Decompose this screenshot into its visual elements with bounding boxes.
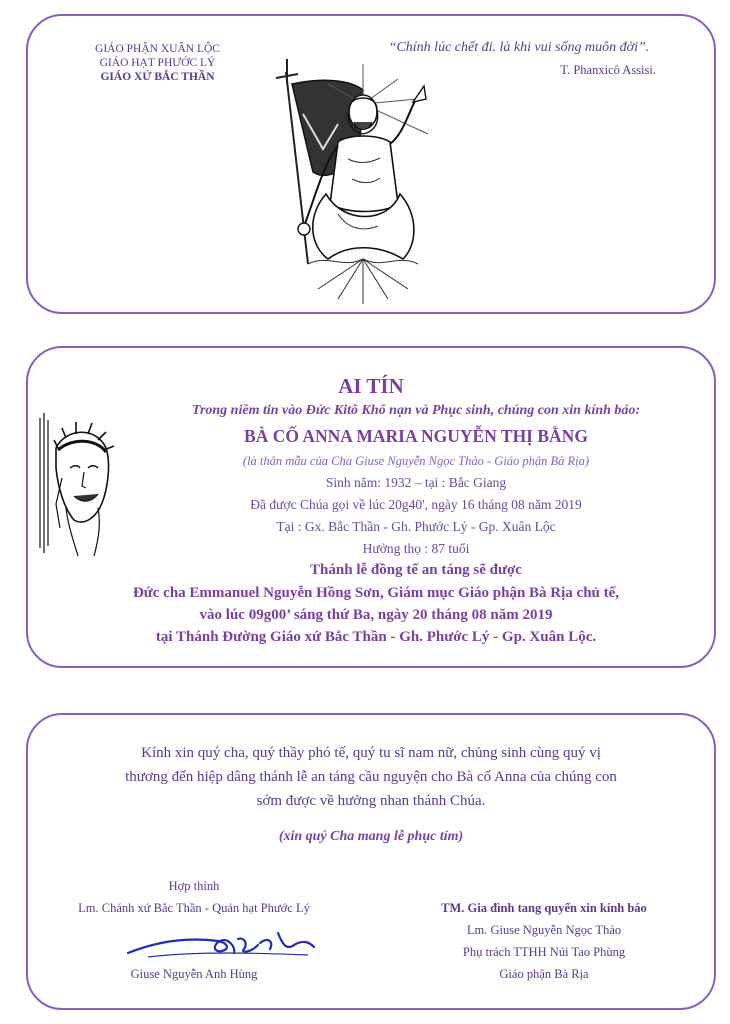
parish-header xyxy=(70,42,245,84)
left-role: Lm. Chánh xứ Bắc Thần - Quản hạt Phước Lý xyxy=(78,901,310,915)
quote-author: T. Phanxicô Assisi. xyxy=(560,63,656,77)
vestment-note: (xin quý Cha mang lễ phục tím) xyxy=(278,829,464,844)
invitation-line-2: thương đến hiệp dâng thánh lễ an táng cầu nguyện cho Bà cố Anna của chúng con xyxy=(125,769,617,785)
right-heading: TM. Gia đình tang quyến xin kính báo xyxy=(441,901,647,915)
place-info: Tại : Gx. Bắc Thần - Gh. Phước Lý - Gp. Xuân Lộc xyxy=(276,519,556,534)
announcement-card xyxy=(26,346,716,668)
header-card xyxy=(26,14,716,314)
right-signatory xyxy=(404,897,684,985)
christ-crown-of-thorns-icon xyxy=(36,408,124,558)
deceased-name: BÀ CỐ ANNA MARIA NGUYỄN THỊ BẰNG xyxy=(244,426,588,446)
invitation-line-1: Kính xin quý cha, quý thầy phó tế, quý tu sĩ nam nữ, chủng sinh cùng quý vị xyxy=(141,745,601,761)
parish-label: GIÁO XỨ BẮC THẦN xyxy=(100,71,215,83)
birth-info: Sinh năm: 1932 – tại : Bắc Giang xyxy=(325,475,507,490)
mass-line-4: tại Thánh Đường Giáo xứ Bắc Thần - Gh. Phước Lý - Gp. Xuân Lộc. xyxy=(155,629,597,645)
right-name: Lm. Giuse Nguyễn Ngọc Thảo xyxy=(466,923,622,937)
deceased-relation: (là thân mẫu của Cha Giuse Nguyễn Ngọc Thảo - Giáo phận Bà Rịa) xyxy=(242,454,590,468)
death-info: Đã được Chúa gọi về lúc 20g40', ngày 16 tháng 08 năm 2019 xyxy=(250,497,582,512)
invitation-text xyxy=(98,741,644,813)
mass-line-2: Đức cha Emmanuel Nguyễn Hồng Sơn, Giám mục Giáo phận Bà Rịa chủ tế, xyxy=(132,585,620,601)
left-heading: Hợp thỉnh xyxy=(168,879,220,893)
deanery-label: GIÁO HẠT PHƯỚC LÝ xyxy=(99,57,216,69)
risen-christ-icon xyxy=(268,54,458,309)
left-signatory xyxy=(54,875,334,981)
mass-line-3: vào lúc 09g00’ sáng thứ Ba, ngày 20 tháng 08 năm 2019 xyxy=(199,607,553,623)
announcement-intro: Trong niềm tin vào Đức Kitô Khổ nạn và Phục sinh, chúng con xin kính báo: xyxy=(191,403,641,418)
right-diocese: Giáo phận Bà Rịa xyxy=(499,967,589,981)
mass-line-1: Thánh lễ đồng tế an táng sẽ được xyxy=(310,562,522,578)
signature-icon xyxy=(118,923,318,963)
diocese-label: GIÁO PHẬN XUÂN LỘC xyxy=(95,43,220,55)
invitation-card xyxy=(26,713,716,1010)
age-info: Hưởng thọ : 87 tuổi xyxy=(362,541,470,556)
announcement-title: AI TÍN xyxy=(338,374,404,398)
invitation-line-3: sớm được về hưởng nhan thánh Chúa. xyxy=(256,793,486,809)
quote-text: “Chính lúc chết đi. là khi vui sống muôn đời”. xyxy=(388,40,650,55)
left-name: Giuse Nguyễn Anh Hùng xyxy=(130,967,258,981)
right-role: Phụ trách TTHH Núi Tao Phùng xyxy=(462,945,626,959)
